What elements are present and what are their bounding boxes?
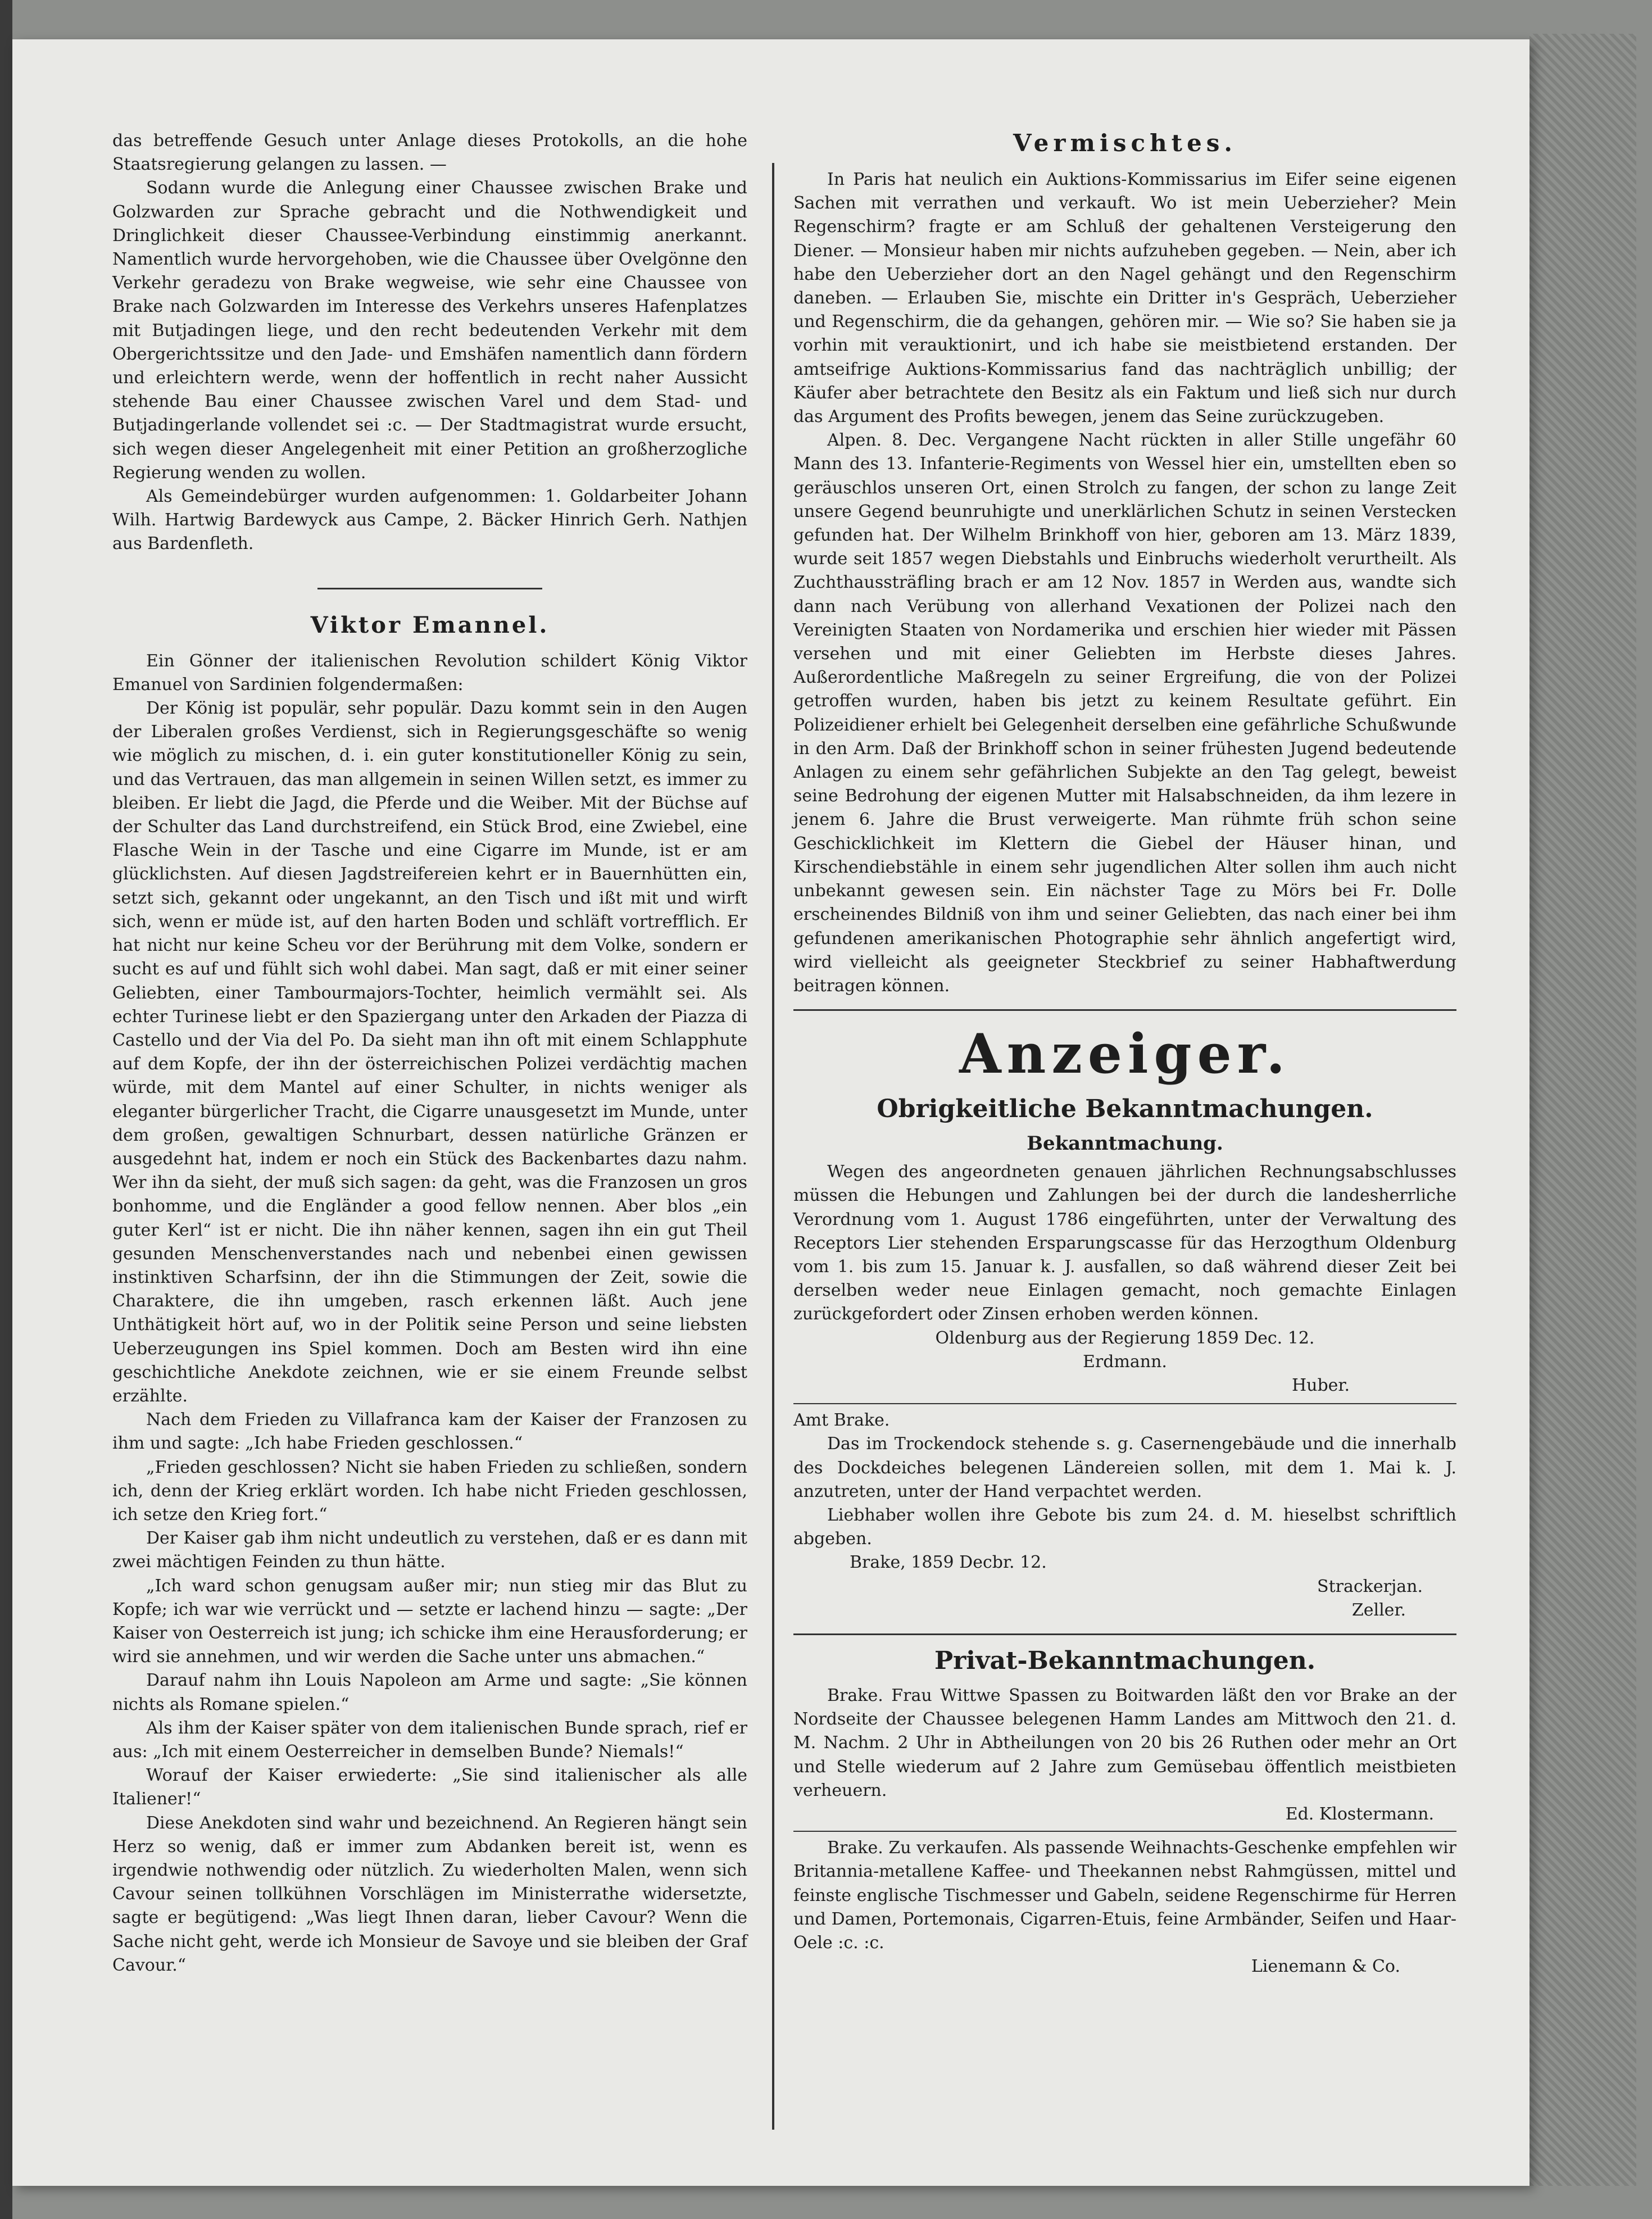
private-notice: Brake. Frau Wittwe Spassen zu Boitwarden läßt den vor Brake an der Nordseite der Chaussee belegenen Hamm Landes am Mittwoch den 21. d. M. Nachm. 2 Uhr in Abtheilungen von 20 bis 26 Ruthen oder mehr an Ort und Stelle wiederum auf 2 Jahre zum Gemüsebau öffentlich meistbieten verheuern.: [793, 1685, 1456, 1800]
amt-text: Das im Trockendock stehende s. g. Casernengebäude und die innerhalb des Dockdeiches belegenen Ländereien sollen, mit dem 1. Mai k. J. anzutreten, unter der Hand verpachtet werden.: [793, 1434, 1456, 1501]
protocol-paragraph: Sodann wurde die Anlegung einer Chaussee zwischen Brake und Golzwarden zur Sprache gebracht und die Nothwendigkeit und Dringlichkeit dieser Chaussee-Verbindung einstimmig anerkannt. Namentlich wurde hervorgehoben, wie die Chaussee über Ovelgönne den Verkehr geradezu von Brake wegweise, wie sehr eine Chaussee von Brake nach Golzwarden im Interesse des Verkehrs unseres Hafenplatzes mit Butjadingen liege, und den recht bedeutenden Verkehr mit dem Obergerichtssitze und den Jade- und Emshäfen namentlich dann fördern und erleichtern werde, wenn der hoffentlich in recht naher Aussicht stehende Bau einer Chaussee zwischen Varel und dem Stad- und Butjadingerlande vollendet sei :c. — Der Stadtmagistrat wurde ersucht, sich wegen dieser Angelegenheit mit einer Petition an großherzogliche Regierung wenden zu wollen.: [112, 178, 747, 483]
article-paragraph: „Frieden geschlossen? Nicht sie haben Frieden zu schließen, sondern ich, denn der Krieg erklärt worden. Ich habe nicht Frieden geschlossen, ich setze den Krieg fort.“: [112, 1457, 747, 1524]
notice-signature: Erdmann.: [1083, 1351, 1167, 1372]
right-column: [793, 129, 1456, 1979]
section-rule: [793, 1831, 1456, 1832]
article-paragraph: Darauf nahm ihn Louis Napoleon am Arme und sagte: „Sie können nichts als Romane spielen.“: [112, 1671, 747, 1714]
protocol-paragraph: Als Gemeindebürger wurden aufgenommen: 1. Goldarbeiter Johann Wilh. Hartwig Bardewyck aus Campe, 2. Bäcker Hinrich Gerh. Nathjen aus Bardenfleth.: [112, 487, 747, 554]
private-signature: Lienemann & Co.: [1251, 1957, 1400, 1977]
binding-strip: [0, 0, 12, 2219]
amt-signature: Zeller.: [1351, 1600, 1406, 1620]
article-paragraph: Nach dem Frieden zu Villafranca kam der Kaiser der Franzosen zu ihm und sagte: „Ich habe Frieden geschlossen.“: [112, 1410, 747, 1454]
official-title: Obrigkeitliche Bekanntmachungen.: [877, 1095, 1373, 1124]
amt-signature: Strackerjan.: [1317, 1576, 1423, 1596]
amt-date: Brake, 1859 Decbr. 12.: [850, 1553, 1047, 1573]
notice-signature: Huber.: [1291, 1375, 1350, 1395]
notice-date: Oldenburg aus der Regierung 1859 Dec. 12.: [935, 1328, 1315, 1348]
article-paragraph: Worauf der Kaiser erwiederte: „Sie sind italienischer als alle Italiener!“: [112, 1766, 747, 1809]
misc-paragraph: In Paris hat neulich ein Auktions-Kommissarius im Eifer seine eigenen Sachen mit verrathen und verkauft. Wo ist mein Ueberzieher? Mein Regenschirm? fragte er am Schluß der gehaltenen Versteigerung den Diener. — Monsieur haben mir nichts aufzuheben gegeben. — Nein, aber ich habe den Ueberzieher dort an den Nagel gehängt und den Regenschirm daneben. — Erlauben Sie, mischte ein Dritter in's Gespräch, Ueberzieher und Regenschirm, die da gehangen, gehören mir. — Wie so? Sie haben sie ja vorhin mit verauktionirt, und ich habe sie meistbietend erstanden. Der amtseifrige Auktions-Kommissarius fand das nachträglich unbillig; der Käufer aber betrachtete den Besitz als ein Faktum und ließ sich nur durch das Argument des Profits bewegen, jenem das Seine zurückzugeben.: [793, 170, 1456, 427]
private-title: Privat-Bekanntmachungen.: [934, 1646, 1316, 1675]
column-divider: [772, 163, 774, 2130]
article-title: Viktor Emannel.: [310, 611, 550, 638]
notice-title: Bekanntmachung.: [1027, 1132, 1223, 1155]
section-rule: [317, 588, 542, 589]
book-cover-edge: [1530, 34, 1636, 2186]
ads-title: Anzeiger.: [959, 1022, 1291, 1086]
article-paragraph: Als ihm der Kaiser später von dem italienischen Bunde sprach, rief er aus: „Ich mit einem Oesterreicher in demselben Bunde? Niemals!“: [112, 1718, 747, 1762]
amt-text: Liebhaber wollen ihre Gebote bis zum 24. d. M. hieselbst schriftlich abgeben.: [793, 1505, 1456, 1549]
article-paragraph: „Ich ward schon genugsam außer mir; nun stieg mir das Blut zu Kopfe; ich war wie verrückt und — setzte er lachend hinzu — sagte: „Der Kaiser von Oesterreich ist jung; ich schicke ihm eine Herausforderung; er wird sie annehmen, und wir werden die Sache unter uns abmachen.“: [112, 1576, 747, 1667]
left-column: [112, 129, 747, 1977]
newspaper-page: [12, 39, 1530, 2186]
section-rule: [793, 1633, 1456, 1635]
protocol-paragraph: das betreffende Gesuch unter Anlage dieses Protokolls, an die hohe Staatsregierung gelangen zu lassen. —: [112, 131, 747, 175]
article-paragraph: Diese Anekdoten sind wahr und bezeichnend. An Regieren hängt sein Herz so wenig, daß er immer zum Abdanken bereit ist, wenn es irgendwie nothwendig oder nützlich. Zu wiederholten Malen, wenn sich Cavour seinen tollkühnen Vorschlägen im Ministerrathe widersetzte, sagte er begütigend: „Was liegt Ihnen daran, lieber Cavour? Wenn die Sache nicht geht, werde ich Monsieur de Savoye und sie bleiben der Graf Cavour.“: [112, 1813, 747, 1975]
article-paragraph: Ein Gönner der italienischen Revolution schildert König Viktor Emanuel von Sardinien folgendermaßen:: [112, 651, 747, 695]
amt-heading: Amt Brake.: [793, 1410, 890, 1431]
section-rule: [793, 1403, 1456, 1404]
section-rule: [793, 1009, 1456, 1011]
misc-title: Vermischtes.: [1013, 129, 1237, 157]
misc-paragraph: Alpen. 8. Dec. Vergangene Nacht rückten in aller Stille ungefähr 60 Mann des 13. Infanterie-Regiments von Wessel hier ein, umstellten eben so geräuschlos unseren Ort, einen Strolch zu fangen, der schon zu lange Zeit unsere Gegend beunruhigte und unerklärlichen Schutz in seinen Verstecken gefunden hat. Der Wilhelm Brinkhoff von hier, geboren am 13. März 1839, wurde seit 1857 wegen Diebstahls und Einbruchs wiederholt verurtheilt. Als Zuchthaussträfling brach er am 12 Nov. 1857 in Werden aus, wandte sich dann nach Verübung von allerhand Vexationen der Polizei nach den Vereinigten Staaten von Nordamerika und erschien hier wieder mit Pässen versehen und mit einer Geliebten im Herbste dieses Jahres. Außerordentliche Maßregeln zu seiner Ergreifung, die von der Polizei getroffen wurden, haben bis jetzt zu keinem Resultate geführt. Ein Polizeidiener erhielt bei Gelegenheit derselben eine gefährliche Schußwunde in den Arm. Daß der Brinkhoff schon in seiner frühesten Jugend bedeutende Anlagen zu einem sehr gefährlichen Subjekte an den Tag gelegt, beweist seine Bedrohung der eigenen Mutter mit Halsabschneiden, da ihm lezere in jenem 6. Jahre die Brust verweigerte. Man rühmte früh schon seine Geschicklichkeit im Klettern die Giebel der Häuser hinan, und Kirschendiebstähle in einem sehr jugendlichen Alter sollen ihm auch nicht unbekannt gewesen sein. Ein nächster Tage zu Mörs bei Fr. Dolle erscheinendes Bildniß von ihm und seiner Geliebten, das nach einer bei ihm gefundenen amerikanischen Photographie sehr ähnlich angefertigt wird, wird vielleicht als geeigneter Steckbrief zu seiner Habhaftwerdung beitragen können.: [793, 430, 1456, 996]
notice-text: Wegen des angeordneten genauen jährlichen Rechnungsabschlusses müssen die Hebungen und Zahlungen bei der durch die landesherrliche Verordnung vom 1. August 1786 eingeführten, unter der Verwaltung des Receptors Lier stehenden Ersparungscasse für das Herzogthum Oldenburg vom 1. bis zum 15. Januar k. J. ausfallen, so daß während dieser Zeit bei derselben weder neue Einlagen gemacht, noch gemachte Einlagen zurückgefordert oder Zinsen erhoben werden können.: [793, 1162, 1456, 1324]
article-paragraph: Der Kaiser gab ihm nicht undeutlich zu verstehen, daß er es dann mit zwei mächtigen Feinden zu thun hätte.: [112, 1528, 747, 1572]
article-paragraph: Der König ist populär, sehr populär. Dazu kommt sein in den Augen der Liberalen großes Verdienst, sich in Regierungsgeschäfte so wenig wie möglich zu mischen, d. i. ein guter konstitutioneller König zu sein, und das Vertrauen, das man allgemein in seinen Willen setzt, es immer zu bleiben. Er liebt die Jagd, die Pferde und die Weiber. Mit der Büchse auf der Schulter das Land durchstreifend, ein Stück Brod, eine Zwiebel, eine Flasche Wein in der Tasche und eine Cigarre im Munde, ist er am glücklichsten. Auf diesen Jagdstreifereien kehrt er in Bauernhütten ein, setzt sich, gekannt oder ungekannt, an den Tisch und ißt mit und wirft sich, wenn er müde ist, auf den harten Boden und schläft vortrefflich. Er hat nicht nur keine Scheu vor der Berührung mit dem Volke, sondern er sucht es auf und fühlt sich wohl dabei. Man sagt, daß er mit einer seiner Geliebten, einer Tambourmajors-Tochter, heimlich vermählt sei. Als echter Turinese liebt er den Spaziergang unter den Arkaden der Piazza di Castello und der Via del Po. Da sieht man ihn oft mit einem Schlapphute auf dem Kopfe, der ihn der österreichischen Polizei verdächtig machen würde, mit dem Mantel auf einer Schulter, in nichts weniger als eleganter bürgerlicher Tracht, die Cigarre unausgesetzt im Munde, unter dem großen, gewaltigen Schnurbart, dessen natürliche Gränzen er ausgedehnt hat, indem er noch ein Stück des Backenbartes dazu nahm. Wer ihn da sieht, der muß sich sagen: da geht, was die Franzosen un gros bonhomme, und die Engländer a good fellow nennen. Aber blos „ein guter Kerl“ ist er nicht. Die ihn näher kennen, sagen ihn ein gut Theil gesunden Menschenverstandes nach und nebenbei einen gewissen instinktiven Scharfsinn, der ihn die Stimmungen der Zeit, sowie die Charaktere, die ihn umgeben, rasch erkennen läßt. Auch jene Unthätigkeit hört auf, wo in der Politik seine Person und seine liebsten Ueberzeugungen ins Spiel kommen. Doch am Besten wird ihn eine geschichtliche Anekdote zeichnen, wie er sie einem Freunde selbst erzählte.: [112, 698, 747, 1406]
private-signature: Ed. Klostermann.: [1285, 1804, 1434, 1824]
private-notice: Brake. Zu verkaufen. Als passende Weihnachts-Geschenke empfehlen wir Britannia-metallene Kaffee- und Theekannen nebst Rahmgüssen, mittel und feinste englische Tischmesser und Gabeln, seidene Regenschirme für Herren und Damen, Portemonais, Cigarren-Etuis, feine Armbänder, Seifen und Haar-Oele :c. :c.: [793, 1838, 1456, 1953]
